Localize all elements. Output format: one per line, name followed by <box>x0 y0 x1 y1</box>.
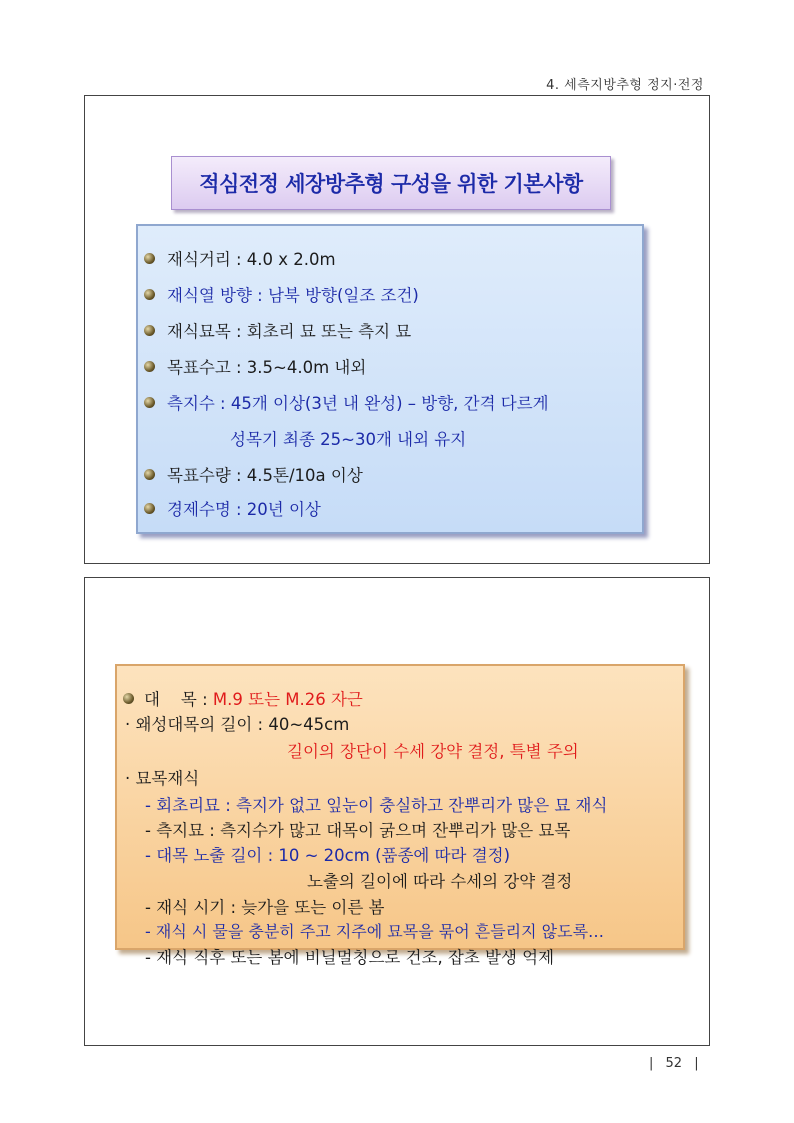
planting-line: - 회초리묘 : 측지가 없고 잎눈이 충실하고 잔뿌리가 많은 묘 재식 <box>145 796 608 815</box>
planting-line: - 측지묘 : 측지수가 많고 대목이 굵으며 잔뿌리가 많은 묘목 <box>145 821 571 840</box>
item-text: 측지수 : 45개 이상(3년 내 완성) – 방향, 간격 다르게 <box>167 394 549 413</box>
page-number-bar: | <box>694 1056 699 1071</box>
rootstock-value: M.9 또는 M.26 자근 <box>212 690 363 709</box>
planting-line: - 재식 시기 : 늦가을 또는 이른 봄 <box>145 898 385 917</box>
dwarf-length-row: · 왜성대목의 길이 : 40~45cm <box>125 715 350 734</box>
bullet-icon <box>144 503 155 514</box>
list-item <box>144 462 363 486</box>
page-header: 4. 세측지방추형 정지·전정 <box>546 78 704 93</box>
list-item <box>144 246 336 270</box>
requirements-box <box>136 224 644 534</box>
item-text: 재식열 방향 : 남북 방향(일조 조건) <box>167 286 419 305</box>
rootstock-label: 대 목 : <box>144 690 213 709</box>
bullet-icon <box>144 253 155 264</box>
item-text: 재식거리 : 4.0 x 2.0m <box>167 250 336 269</box>
list-item <box>144 282 419 306</box>
planting-line: - 재식 직후 또는 봄에 비닐멀칭으로 건조, 잡초 발생 억제 <box>145 948 555 967</box>
item-text: 경제수명 : 20년 이상 <box>167 500 321 519</box>
page-number-value: 52 <box>665 1056 683 1071</box>
slide-title-box <box>171 156 611 210</box>
planting-header: · 묘목재식 <box>125 769 200 788</box>
item-continuation: 성목기 최종 25~30개 내외 유지 <box>230 430 467 449</box>
list-item <box>144 354 366 378</box>
bullet-icon <box>144 289 155 300</box>
planting-box <box>115 664 685 967</box>
bullet-icon <box>144 325 155 336</box>
slide-title: 적심전정 세장방추형 구성을 위한 기본사항 <box>199 172 583 196</box>
list-item <box>144 496 321 520</box>
bullet-icon <box>144 397 155 408</box>
item-text: 재식묘목 : 회초리 묘 또는 측지 묘 <box>167 322 412 341</box>
planting-line: 노출의 길이에 따라 수세의 강약 결정 <box>307 872 573 891</box>
item-text: 목표수량 : 4.5톤/10a 이상 <box>167 466 363 485</box>
planting-line: - 대목 노출 길이 : 10 ~ 20cm (품종에 따라 결정) <box>145 846 511 865</box>
bullet-icon <box>144 469 155 480</box>
slide-rootstock-planting <box>84 577 710 1046</box>
rootstock-row <box>123 686 363 710</box>
bullet-icon <box>123 693 134 704</box>
planting-line: - 재식 시 물을 충분히 주고 지주에 묘목을 묶어 흔들리지 않도록… <box>145 922 605 941</box>
slide-basic-requirements <box>84 95 710 564</box>
list-item <box>144 318 411 342</box>
list-item <box>144 390 549 414</box>
page-number <box>649 1056 699 1071</box>
page-number-bar: | <box>649 1056 654 1071</box>
dwarf-length-note: 길이의 장단이 수세 강약 결정, 특별 주의 <box>287 742 579 761</box>
bullet-icon <box>144 361 155 372</box>
item-text: 목표수고 : 3.5~4.0m 내외 <box>167 358 367 377</box>
